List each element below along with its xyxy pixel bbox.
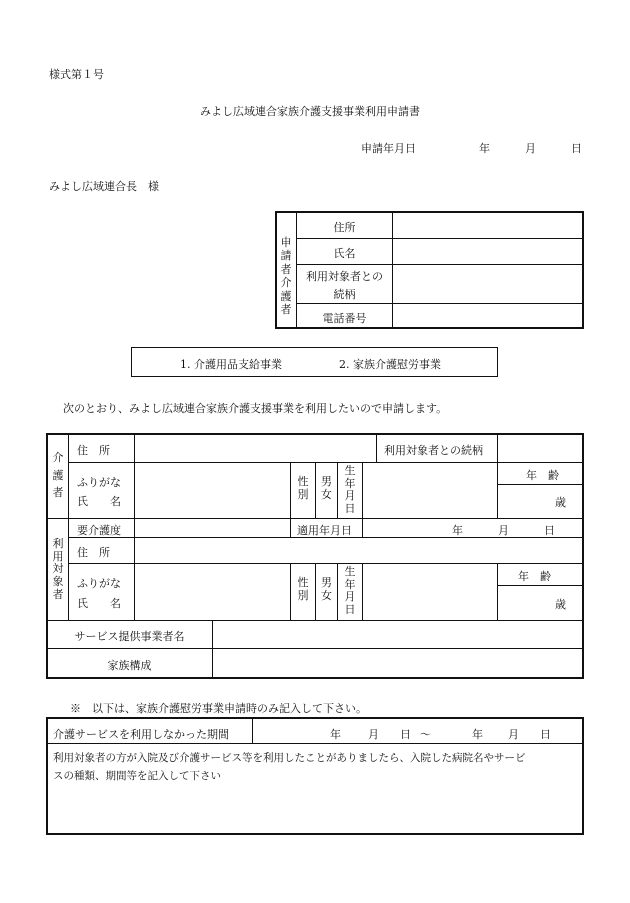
applicant-side-label: 申 請 者 介 護 者 (280, 236, 292, 317)
caregiver-name-label: 氏 名 (77, 495, 121, 508)
date-label: 申請年月日 (361, 142, 416, 155)
care-level-label: 要介護度 (77, 524, 121, 537)
caregiver-relation-label: 利用対象者との続柄 (384, 444, 483, 457)
apply-date-label: 適用年月日 (297, 524, 352, 537)
recipient-furigana-label: ふりがな (77, 577, 121, 590)
applicant-address-label: 住所 (333, 221, 356, 234)
date-year: 年 (479, 142, 490, 155)
applicant-address-field[interactable] (394, 213, 582, 237)
period-day-2: 日 (540, 728, 551, 741)
recipient-age-unit: 歳 (555, 598, 566, 611)
apply-date-year: 年 (452, 524, 463, 537)
period-label: 介護サービスを利用しなかった期間 (53, 728, 229, 741)
intro-text: 次のとおり、みよし広域連合家族介護支援事業を利用したいので申請します。 (63, 402, 448, 415)
addressee: みよし広域連合長 様 (49, 180, 159, 193)
recipient-gender-options[interactable]: 男 女 (321, 576, 332, 603)
date-month: 月 (525, 142, 536, 155)
caregiver-age-label: 年 齢 (526, 469, 559, 482)
applicant-phone-label: 電話番号 (322, 312, 367, 325)
applicant-name-label: 氏名 (333, 247, 356, 260)
applicant-relation-label-2: 続柄 (333, 288, 356, 301)
family-field[interactable] (214, 650, 582, 677)
recipient-label: 利 用 対 象 者 (52, 537, 64, 601)
form-title: みよし広域連合家族介護支援事業利用申請書 (200, 105, 420, 118)
caregiver-age-unit: 歳 (555, 496, 566, 509)
caregiver-birth-field[interactable] (364, 464, 496, 517)
period-year-1: 年 (330, 728, 341, 741)
care-level-field[interactable] (136, 520, 289, 536)
recipient-birth-field[interactable] (364, 565, 496, 619)
period-year-2: 年 (472, 728, 483, 741)
apply-date-day: 日 (544, 524, 555, 537)
program-1[interactable]: 1. 介護用品支給事業 (180, 358, 282, 371)
caregiver-label: 介 護 者 (52, 451, 64, 500)
caregiver-name-field[interactable] (136, 464, 289, 517)
instruction-line-1: 利用対象者の方が入院及び介護サービス等を利用したことがありましたら、入院した病院名やサービ (53, 752, 526, 764)
date-day: 日 (571, 142, 582, 155)
caregiver-address-field[interactable] (136, 436, 374, 461)
recipient-address-field[interactable] (136, 539, 582, 562)
recipient-birth-label: 生 年 月 日 (344, 565, 356, 616)
caregiver-gender-options[interactable]: 男 女 (321, 475, 332, 502)
period-month-2: 月 (508, 728, 519, 741)
caregiver-birth-label: 生 年 月 日 (344, 464, 356, 515)
recipient-age-label: 年 齢 (518, 570, 551, 583)
caregiver-furigana-label: ふりがな (77, 476, 121, 489)
instruction-line-2: スの種類、期間等を記入して下さい (53, 770, 221, 782)
provider-field[interactable] (214, 622, 582, 647)
note-text: ※ 以下は、家族介護慰労事業申請時のみ記入して下さい。 (70, 702, 367, 715)
applicant-phone-field[interactable] (394, 305, 582, 327)
program-2[interactable]: 2. 家族介護慰労事業 (339, 358, 441, 371)
period-month-1: 月 (368, 728, 379, 741)
caregiver-address-label: 住 所 (77, 444, 110, 457)
instruction-field[interactable] (49, 786, 581, 832)
recipient-name-label: 氏 名 (77, 597, 121, 610)
recipient-gender-label: 性 別 (297, 576, 309, 603)
applicant-relation-field[interactable] (394, 266, 582, 302)
recipient-name-field[interactable] (136, 565, 289, 619)
apply-date-month: 月 (498, 524, 509, 537)
period-tilde: ～ (420, 728, 431, 741)
family-label: 家族構成 (107, 659, 152, 672)
caregiver-relation-field[interactable] (499, 436, 582, 461)
caregiver-gender-label: 性 別 (297, 475, 309, 502)
provider-label: サービス提供事業者名 (74, 630, 185, 643)
recipient-address-label: 住 所 (77, 546, 110, 559)
period-day-1: 日 (400, 728, 411, 741)
applicant-name-field[interactable] (394, 240, 582, 263)
applicant-relation-label-1: 利用対象者との (306, 270, 383, 283)
form-number: 様式第１号 (49, 68, 104, 81)
